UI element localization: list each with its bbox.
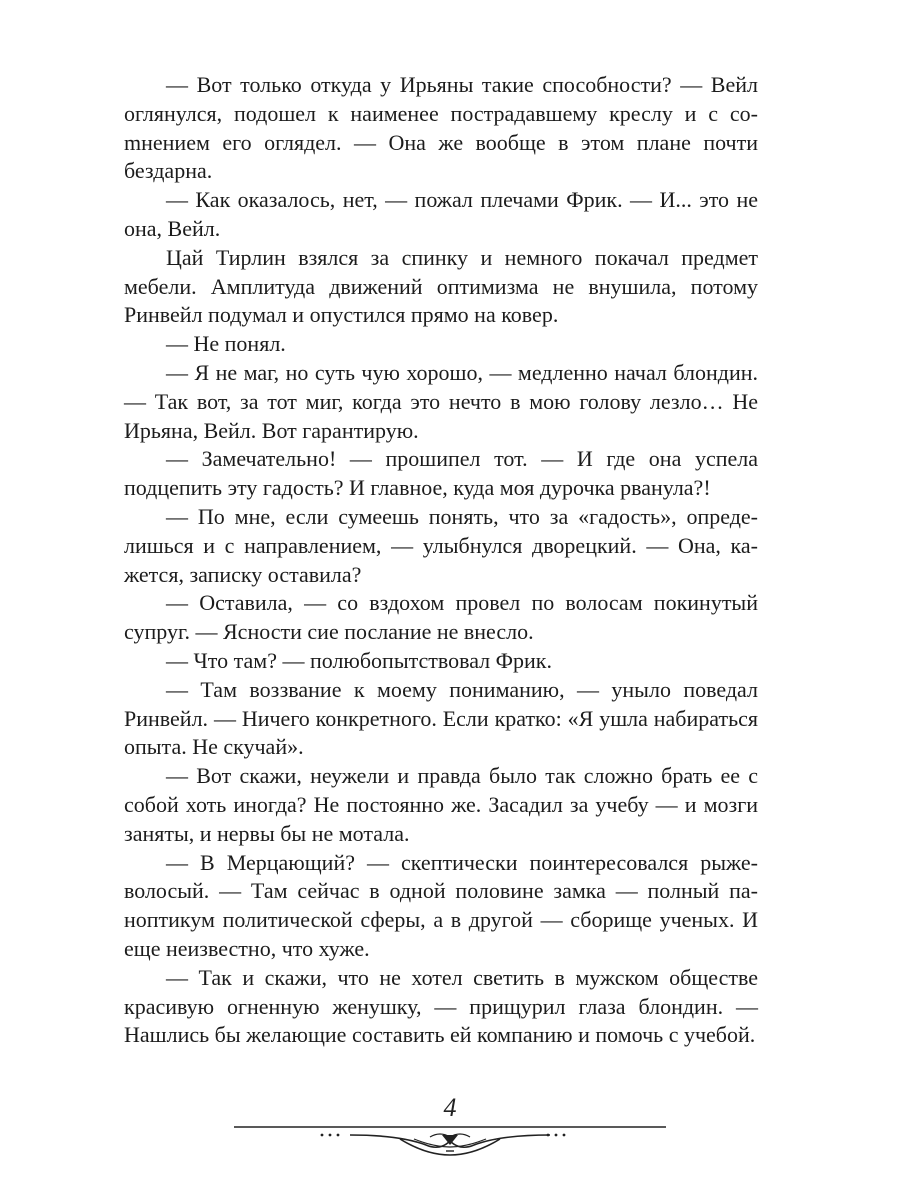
page-number: 4 — [443, 1093, 457, 1122]
paragraph-8: — Оставила, — со вздохом провел по волосам покинутый супруг. — Ясности сие послание не внесло. — [124, 590, 758, 645]
decorative-flourish-icon — [230, 1115, 670, 1161]
paragraph-6: — Замечательно! — прошипел тот. — И где она успела подцепить эту гадость? И главное, куда моя дурочка рванула?! — [124, 446, 758, 501]
paragraph-2: — Как оказалось, нет, — пожал плечами Фрик. — И... это не она, Вейл. — [124, 187, 758, 241]
paragraph-7: — По мне, если сумеешь понять, что за «гадость», определишься и с направлением, — улыбнулся дворецкий. — Она, кажется, записку оставила? — [124, 503, 758, 587]
paragraph-13: — Так и скажи, что не хотел светить в мужском обществе красивую огненную женушку, — прищурил глаза блондин. — Нашлись бы желающие составить ей компанию и помочь с учебой. — [124, 964, 758, 1048]
page-footer — [0, 1093, 900, 1173]
paragraph-3: Цай Тирлин взялся за спинку и немного покачал предмет мебели. Амплитуда движений оптимизма не внушила, потому Ринвейл подумал и опустился прямо на ковер. — [124, 244, 758, 328]
body-text — [124, 71, 758, 1050]
paragraph-11: — Вот скажи, неужели и правда было так сложно брать ее с собой хоть иногда? Не постоянно же. Засадил за учебу — и мозги заняты, и нервы бы не мотала. — [124, 763, 758, 846]
paragraph-9: — Что там? — полюбопытствовал Фрик. — [166, 647, 552, 673]
paragraph-12: — В Мерцающий? — скептически поинтересовался рыжеволосый. — Там сейчас в одной половине замка — полный паноптикум политической сферы, а в другой — сборище ученых. И еще неизвестно, что хуже. — [124, 849, 758, 961]
paragraph-1: — Вот только откуда у Ирьяны такие способности? — Вейл оглянулся, подошел к наименее пострадавшему креслу и с соmнением его оглядел. — Она же вообще в этом плане почти бездарна. — [124, 72, 758, 184]
paragraph-4: — Не понял. — [166, 331, 286, 357]
paragraph-5: — Я не маг, но суть чую хорошо, — медленно начал блондин. — Так вот, за тот миг, когда это нечто в мою голову лезло… Не Ирьяна, Вейл. Вот гарантирую. — [124, 359, 758, 443]
paragraph-10: — Там воззвание к моему пониманию, — уныло поведал Ринвейл. — Ничего конкретного. Если кратко: «Я ушла набираться опыта. Не скучай». — [124, 676, 758, 760]
